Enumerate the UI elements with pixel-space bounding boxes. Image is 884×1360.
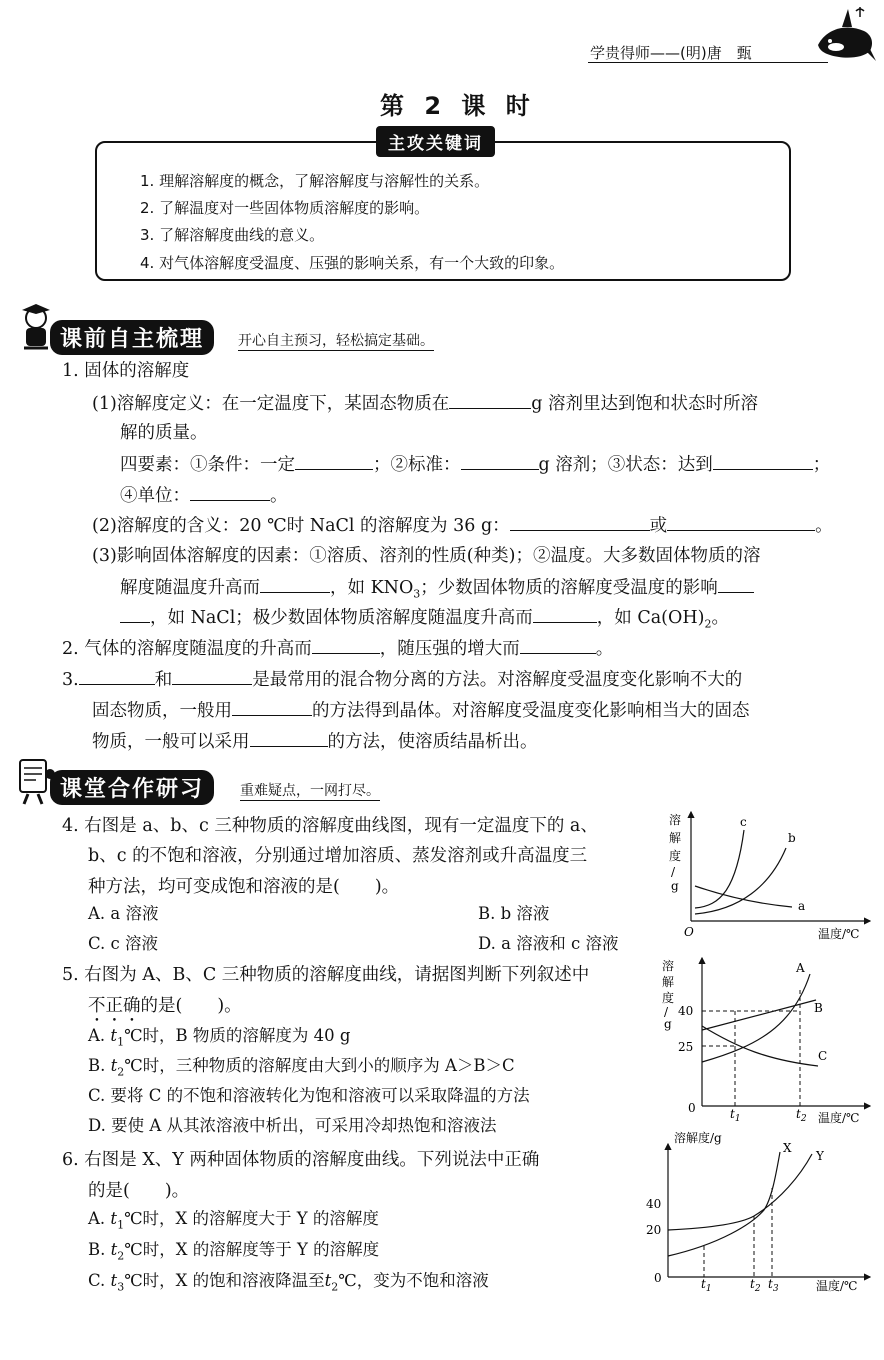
keywords-label: 主攻关键词 [376,126,495,157]
q6-option-a[interactable]: A. $t_1℃$时，X 的溶解度大于 Y 的溶解度 [88,1209,379,1232]
xtick-t1: $t_1$ [730,1107,741,1124]
ylabel-char: 度 [669,849,682,863]
header-quote: 学贵得师——(明)唐 甄 [590,44,752,62]
blank[interactable] [260,574,330,593]
blank[interactable] [312,635,380,654]
ylabel-char: / [671,865,676,879]
q4-option-d[interactable]: D. a 溶液和 c 溶液 [478,934,619,953]
ytick-25: 25 [678,1040,694,1054]
blank[interactable] [718,574,754,593]
origin-label: 0 [688,1101,696,1115]
blank[interactable] [510,512,650,531]
header-rule [588,62,828,63]
text-line: ，如 NaCl；极少数固体物质溶解度随温度升高而 ，如 $Ca(OH)_2$。 [120,604,729,638]
solubility-chart-abc [660,806,878,946]
ylabel-char: 解 [669,831,682,845]
blank[interactable] [79,666,155,685]
q4-line: 种方法，均可变成饱和溶液的是( )。 [88,877,400,897]
blank[interactable] [120,604,150,623]
ytick-20: 20 [646,1223,662,1237]
lesson-title: 第 2 课 时 [380,92,536,120]
series-X-curve [668,1152,780,1256]
series-label-C: C [818,1049,828,1063]
xtick-t2: $t_2$ [796,1107,807,1124]
blank[interactable] [172,666,252,685]
q5-line: 5. 右图为 A、B、C 三种物质的溶解度曲线，请据图判断下列叙述中 [62,965,590,985]
series-A-curve [702,974,810,1062]
ytick-40: 40 [678,1004,694,1018]
blank[interactable] [295,451,373,470]
xtick-t1: $t_1$ [701,1277,712,1294]
blank[interactable] [520,635,596,654]
series-label-B: B [814,1001,823,1015]
series-B-curve [702,1000,816,1030]
orca-mascot-icon [812,5,878,67]
ylabel-char: 溶 [669,813,682,827]
xtick-t2: $t_2$ [750,1277,761,1294]
ylabel-char: / [664,1005,669,1019]
q4-option-b[interactable]: B. b 溶液 [478,904,550,923]
keyword-item: 3. 了解溶解度曲线的意义。 [140,226,325,244]
q4-option-c[interactable]: C. c 溶液 [88,934,159,953]
series-c-curve [695,830,744,908]
text-line: ④单位： 。 [120,482,288,509]
section-title-class: 课堂合作研习 [50,770,214,805]
ylabel-char: 度 [662,991,675,1005]
blank[interactable] [533,604,597,623]
q5-option-c[interactable]: C. 要将 C 的不饱和溶液转化为饱和溶液可以采取降温的方法 [88,1086,530,1105]
q6-line: 的是( )。 [88,1181,190,1201]
series-label-X: X [783,1141,792,1155]
text-line: 解的质量。 [120,423,208,443]
text-line: 四要素：①条件：一定 ；②标准： g 溶剂；③状态：达到 ； [120,451,830,478]
xlabel: 温度/℃ [818,1111,860,1125]
q4-line: 4. 右图是 a、b、c 三种物质的溶解度曲线图，现有一定温度下的 a、 [62,816,598,836]
q4-line: b、c 的不饱和溶液，分别通过增加溶质、蒸发溶剂或升高温度三 [88,846,588,866]
keyword-item: 1. 理解溶解度的概念，了解溶解度与溶解性的关系。 [140,172,490,190]
blank[interactable] [713,451,813,470]
section-subtitle-class: 重难疑点，一网打尽。 [240,780,380,801]
q5-option-a[interactable]: A. $t_1℃$时，B 物质的溶解度为 40 g [88,1026,351,1049]
xlabel: 温度/℃ [818,927,860,941]
text-line: (1)溶解度定义：在一定温度下，某固态物质在 g 溶剂里达到饱和状态时所溶 [92,390,758,417]
series-label-A: A [796,961,805,975]
text-line: 3. 和 是最常用的混合物分离的方法。对溶解度受温度变化影响不大的 [62,666,742,693]
series-Y-curve [668,1154,812,1230]
text-line: 物质，一般可以采用 的方法，使溶质结晶析出。 [92,728,538,755]
series-label-c: c [740,815,747,829]
ylabel-char: g [671,879,679,893]
blank[interactable] [667,512,815,531]
solubility-chart-XY [640,1124,878,1296]
series-label-b: b [788,831,796,845]
blank[interactable] [232,697,312,716]
text-line: (2)溶解度的含义：20 ℃时 NaCl 的溶解度为 36 g： 或 。 [92,512,833,539]
ylabel-char: 溶 [662,959,675,973]
q6-line: 6. 右图是 X、Y 两种固体物质的溶解度曲线。下列说法中正确 [62,1150,540,1170]
text-line: (3)影响固体溶解度的因素：①溶质、溶剂的性质(种类)；②温度。大多数固体物质的溶 [92,546,761,566]
q5-option-d[interactable]: D. 要使 A 从其浓溶液中析出，可采用冷却热饱和溶液法 [88,1116,497,1135]
series-label-Y: Y [816,1149,824,1163]
text-line: 2. 气体的溶解度随温度的升高而 ，随压强的增大而 。 [62,635,613,662]
q6-option-c[interactable]: C. $t_3℃$时，X 的饱和溶液降温至$t_2℃$，变为不饱和溶液 [88,1271,489,1294]
q6-option-b[interactable]: B. $t_2℃$时，X 的溶解度等于 Y 的溶解度 [88,1240,380,1263]
text-line: 解度随温度升高而 ，如 $KNO_3$；少数固体物质的溶解度受温度的影响 [120,574,754,608]
ylabel: 溶解度/g [674,1131,722,1145]
q5-line: 不正确的是( )。 [88,996,242,1016]
solubility-chart-ABC [658,952,878,1128]
xlabel: 温度/℃ [816,1279,858,1293]
xtick-t3: $t_3$ [768,1277,779,1294]
blank[interactable] [449,390,531,409]
origin-label: 0 [654,1271,662,1285]
text-line: 1. 固体的溶解度 [62,361,190,381]
blank[interactable] [461,451,539,470]
blank[interactable] [250,728,328,747]
section-subtitle-preview: 开心自主预习，轻松搞定基础。 [238,330,434,351]
series-label-a: a [798,899,806,913]
ytick-40: 40 [646,1197,662,1211]
keyword-item: 2. 了解温度对一些固体物质溶解度的影响。 [140,199,430,217]
q5-option-b[interactable]: B. $t_2℃$时，三种物质的溶解度由大到小的顺序为 A＞B＞C [88,1056,515,1079]
keyword-item: 4. 对气体溶解度受温度、压强的影响关系，有一个大致的印象。 [140,254,565,272]
ylabel-char: g [664,1017,672,1031]
origin-label: O [684,925,694,939]
blank[interactable] [190,482,270,501]
text-line: 固态物质，一般用 的方法得到晶体。对溶解度受温度变化影响相当大的固态 [92,697,750,724]
section-title-preview: 课前自主梳理 [50,320,214,355]
q4-option-a[interactable]: A. a 溶液 [88,904,159,923]
ylabel-char: 解 [662,975,675,989]
